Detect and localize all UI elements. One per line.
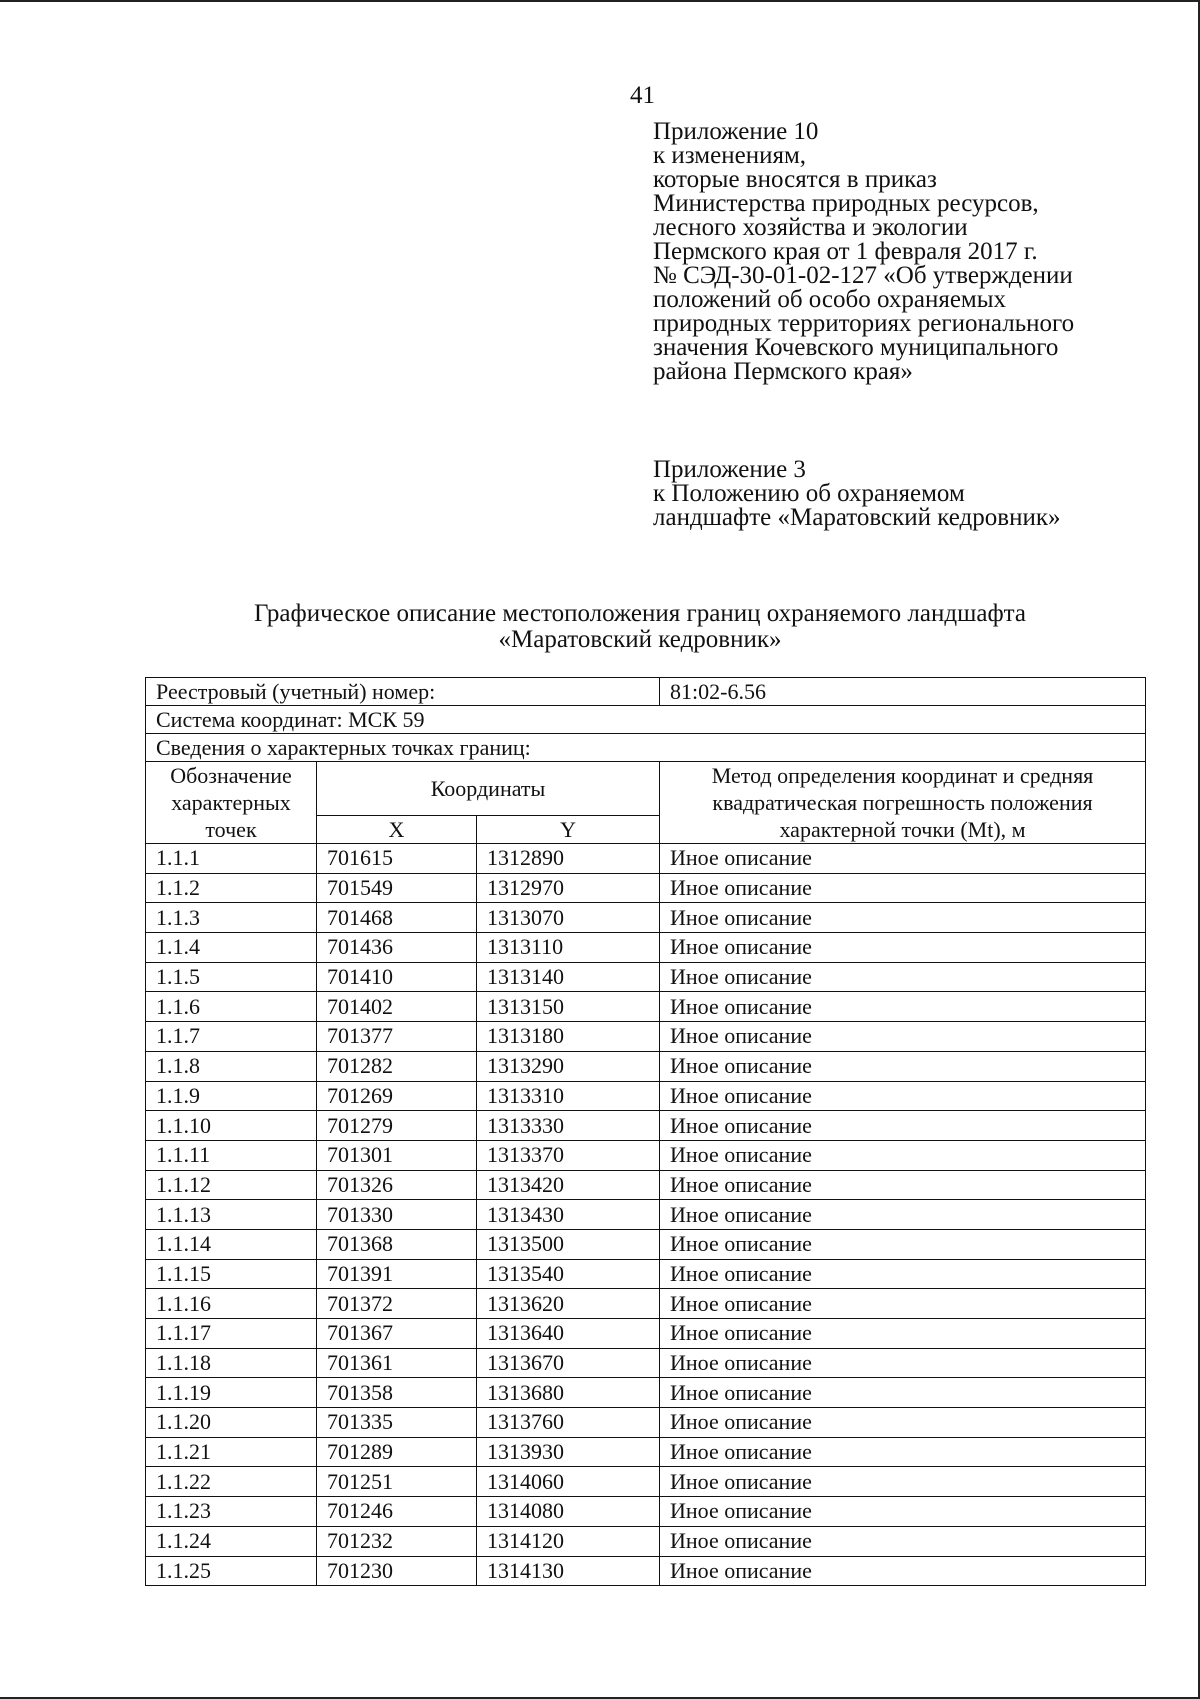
y-cell: 1313680 bbox=[477, 1378, 660, 1408]
method-cell: Иное описание bbox=[660, 1170, 1146, 1200]
col-header-x: X bbox=[317, 815, 477, 843]
method-cell: Иное описание bbox=[660, 873, 1146, 903]
point-cell: 1.1.5 bbox=[146, 962, 317, 992]
table-row bbox=[146, 1348, 1146, 1378]
y-cell: 1313620 bbox=[477, 1289, 660, 1319]
header-row-1 bbox=[146, 762, 1146, 816]
method-cell: Иное описание bbox=[660, 1497, 1146, 1527]
table-row bbox=[146, 1378, 1146, 1408]
table-row bbox=[146, 1497, 1146, 1527]
point-cell: 1.1.13 bbox=[146, 1200, 317, 1230]
x-cell: 701361 bbox=[317, 1348, 477, 1378]
method-cell: Иное описание bbox=[660, 1111, 1146, 1141]
x-cell: 701436 bbox=[317, 933, 477, 963]
x-cell: 701391 bbox=[317, 1259, 477, 1289]
col-header-designation: Обозначение характерных точек bbox=[146, 762, 317, 844]
coord-system: Система координат: МСК 59 bbox=[146, 706, 1146, 734]
x-cell: 701410 bbox=[317, 962, 477, 992]
table-row bbox=[146, 1200, 1146, 1230]
method-cell: Иное описание bbox=[660, 1229, 1146, 1259]
method-cell: Иное описание bbox=[660, 1467, 1146, 1497]
document-title-line-1: Графическое описание местоположения границ охраняемого ландшафта bbox=[254, 600, 1026, 627]
x-cell: 701246 bbox=[317, 1497, 477, 1527]
point-cell: 1.1.12 bbox=[146, 1170, 317, 1200]
y-cell: 1313540 bbox=[477, 1259, 660, 1289]
table-row bbox=[146, 844, 1146, 874]
appendix-header-main: Приложение 10 к изменениям, которые вносятся в приказ Министерства природных ресурсов, лесного хозяйства и экологии Пермского края от 1 февраля 2017 г. № СЭД-30-01-02-127 «Об утверждении положений об особо охраняемых природных территориях регионального значения Кочевского муниципального района Пермского края» bbox=[653, 118, 1075, 385]
method-cell: Иное описание bbox=[660, 1081, 1146, 1111]
method-cell: Иное описание bbox=[660, 1378, 1146, 1408]
method-cell: Иное описание bbox=[660, 1289, 1146, 1319]
table-row bbox=[146, 1437, 1146, 1467]
registry-value: 81:02-6.56 bbox=[660, 678, 1146, 706]
x-cell: 701372 bbox=[317, 1289, 477, 1319]
y-cell: 1313930 bbox=[477, 1437, 660, 1467]
point-cell: 1.1.1 bbox=[146, 844, 317, 874]
y-cell: 1313370 bbox=[477, 1140, 660, 1170]
table-row bbox=[146, 1289, 1146, 1319]
point-cell: 1.1.24 bbox=[146, 1526, 317, 1556]
method-cell: Иное описание bbox=[660, 1200, 1146, 1230]
document-title-line-2: «Маратовский кедровник» bbox=[498, 626, 782, 653]
x-cell: 701358 bbox=[317, 1378, 477, 1408]
point-cell: 1.1.3 bbox=[146, 903, 317, 933]
y-cell: 1313140 bbox=[477, 962, 660, 992]
page-border-top bbox=[0, 0, 1200, 2]
y-cell: 1313420 bbox=[477, 1170, 660, 1200]
table-row bbox=[146, 1111, 1146, 1141]
x-cell: 701377 bbox=[317, 1022, 477, 1052]
y-cell: 1314130 bbox=[477, 1556, 660, 1586]
points-info: Сведения о характерных точках границ: bbox=[146, 734, 1146, 762]
method-cell: Иное описание bbox=[660, 1259, 1146, 1289]
point-cell: 1.1.2 bbox=[146, 873, 317, 903]
method-cell: Иное описание bbox=[660, 1437, 1146, 1467]
x-cell: 701330 bbox=[317, 1200, 477, 1230]
method-cell: Иное описание bbox=[660, 844, 1146, 874]
point-cell: 1.1.10 bbox=[146, 1111, 317, 1141]
table-row bbox=[146, 1081, 1146, 1111]
x-cell: 701232 bbox=[317, 1526, 477, 1556]
point-cell: 1.1.15 bbox=[146, 1259, 317, 1289]
points-info-row bbox=[146, 734, 1146, 762]
y-cell: 1313330 bbox=[477, 1111, 660, 1141]
point-cell: 1.1.17 bbox=[146, 1319, 317, 1349]
point-cell: 1.1.6 bbox=[146, 992, 317, 1022]
point-cell: 1.1.9 bbox=[146, 1081, 317, 1111]
coord-system-row bbox=[146, 706, 1146, 734]
table-row bbox=[146, 1467, 1146, 1497]
point-cell: 1.1.11 bbox=[146, 1140, 317, 1170]
y-cell: 1313430 bbox=[477, 1200, 660, 1230]
table-row bbox=[146, 1170, 1146, 1200]
method-cell: Иное описание bbox=[660, 1140, 1146, 1170]
x-cell: 701615 bbox=[317, 844, 477, 874]
y-cell: 1314060 bbox=[477, 1467, 660, 1497]
method-cell: Иное описание bbox=[660, 992, 1146, 1022]
y-cell: 1314120 bbox=[477, 1526, 660, 1556]
y-cell: 1313180 bbox=[477, 1022, 660, 1052]
coordinates-table-body bbox=[146, 678, 1146, 1586]
x-cell: 701301 bbox=[317, 1140, 477, 1170]
point-cell: 1.1.19 bbox=[146, 1378, 317, 1408]
x-cell: 701282 bbox=[317, 1051, 477, 1081]
table-row bbox=[146, 1526, 1146, 1556]
x-cell: 701367 bbox=[317, 1319, 477, 1349]
method-cell: Иное описание bbox=[660, 1051, 1146, 1081]
appendix-header-sub: Приложение 3 к Положению об охраняемом ландшафте «Маратовский кедровник» bbox=[653, 456, 1061, 531]
table-row bbox=[146, 1556, 1146, 1586]
table-row bbox=[146, 1229, 1146, 1259]
table-row bbox=[146, 903, 1146, 933]
registry-row bbox=[146, 678, 1146, 706]
x-cell: 701269 bbox=[317, 1081, 477, 1111]
table-row bbox=[146, 962, 1146, 992]
point-cell: 1.1.14 bbox=[146, 1229, 317, 1259]
method-cell: Иное описание bbox=[660, 1408, 1146, 1438]
x-cell: 701251 bbox=[317, 1467, 477, 1497]
table-row bbox=[146, 873, 1146, 903]
point-cell: 1.1.20 bbox=[146, 1408, 317, 1438]
point-cell: 1.1.4 bbox=[146, 933, 317, 963]
method-cell: Иное описание bbox=[660, 962, 1146, 992]
y-cell: 1312970 bbox=[477, 873, 660, 903]
y-cell: 1313310 bbox=[477, 1081, 660, 1111]
registry-label: Реестровый (учетный) номер: bbox=[146, 678, 660, 706]
method-cell: Иное описание bbox=[660, 1556, 1146, 1586]
method-cell: Иное описание bbox=[660, 1319, 1146, 1349]
x-cell: 701326 bbox=[317, 1170, 477, 1200]
x-cell: 701368 bbox=[317, 1229, 477, 1259]
x-cell: 701335 bbox=[317, 1408, 477, 1438]
y-cell: 1313150 bbox=[477, 992, 660, 1022]
point-cell: 1.1.8 bbox=[146, 1051, 317, 1081]
method-cell: Иное описание bbox=[660, 1348, 1146, 1378]
point-cell: 1.1.21 bbox=[146, 1437, 317, 1467]
x-cell: 701279 bbox=[317, 1111, 477, 1141]
y-cell: 1313670 bbox=[477, 1348, 660, 1378]
point-cell: 1.1.16 bbox=[146, 1289, 317, 1319]
y-cell: 1313070 bbox=[477, 903, 660, 933]
x-cell: 701402 bbox=[317, 992, 477, 1022]
y-cell: 1313640 bbox=[477, 1319, 660, 1349]
col-header-y: Y bbox=[477, 815, 660, 843]
point-cell: 1.1.23 bbox=[146, 1497, 317, 1527]
point-cell: 1.1.7 bbox=[146, 1022, 317, 1052]
method-cell: Иное описание bbox=[660, 1022, 1146, 1052]
coordinates-table bbox=[145, 677, 1146, 1586]
col-header-coordinates: Координаты bbox=[317, 762, 660, 816]
y-cell: 1313290 bbox=[477, 1051, 660, 1081]
y-cell: 1312890 bbox=[477, 844, 660, 874]
point-cell: 1.1.18 bbox=[146, 1348, 317, 1378]
col-header-method: Метод определения координат и средняя квадратическая погрешность положения характерной точки (Mt), м bbox=[660, 762, 1146, 844]
point-cell: 1.1.22 bbox=[146, 1467, 317, 1497]
table-row bbox=[146, 1140, 1146, 1170]
point-cell: 1.1.25 bbox=[146, 1556, 317, 1586]
table-row bbox=[146, 992, 1146, 1022]
table-row bbox=[146, 1319, 1146, 1349]
page-number: 41 bbox=[630, 82, 655, 109]
x-cell: 701230 bbox=[317, 1556, 477, 1586]
x-cell: 701468 bbox=[317, 903, 477, 933]
method-cell: Иное описание bbox=[660, 903, 1146, 933]
y-cell: 1313110 bbox=[477, 933, 660, 963]
y-cell: 1313500 bbox=[477, 1229, 660, 1259]
method-cell: Иное описание bbox=[660, 933, 1146, 963]
x-cell: 701549 bbox=[317, 873, 477, 903]
table-row bbox=[146, 1259, 1146, 1289]
method-cell: Иное описание bbox=[660, 1526, 1146, 1556]
table-row bbox=[146, 1022, 1146, 1052]
table-row bbox=[146, 1051, 1146, 1081]
y-cell: 1313760 bbox=[477, 1408, 660, 1438]
x-cell: 701289 bbox=[317, 1437, 477, 1467]
table-row bbox=[146, 1408, 1146, 1438]
document-title bbox=[140, 601, 1140, 653]
y-cell: 1314080 bbox=[477, 1497, 660, 1527]
table-row bbox=[146, 933, 1146, 963]
